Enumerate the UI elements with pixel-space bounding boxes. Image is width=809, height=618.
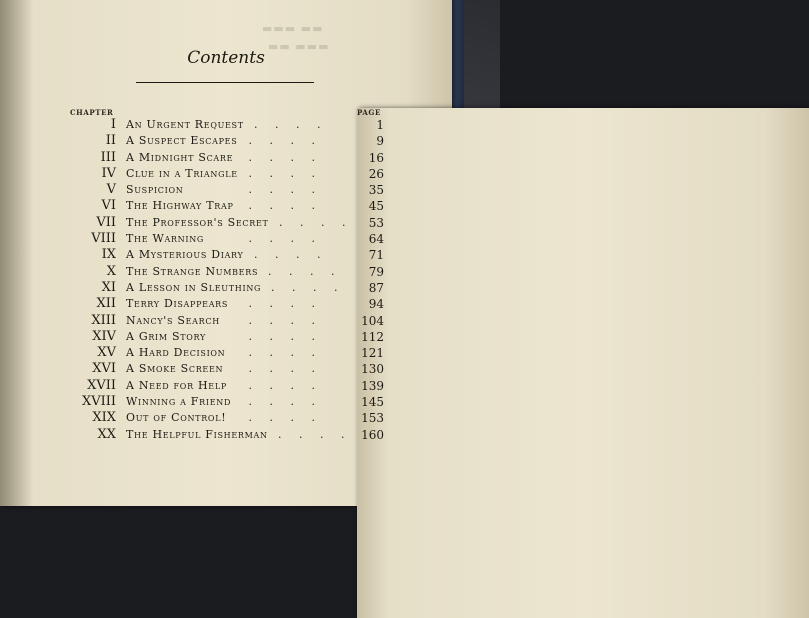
page-number: 45	[368, 199, 384, 214]
toc-entry	[60, 345, 400, 361]
toc-entry	[60, 117, 400, 133]
dot-leader: . . . .	[254, 248, 328, 262]
dot-leader: . . . .	[248, 183, 322, 197]
page-number: 94	[368, 297, 384, 312]
chapter-title: A Smoke Screen	[126, 362, 224, 376]
page-number: 139	[361, 378, 384, 393]
chapter-number: XIX	[92, 410, 116, 426]
chapter-title: Clue in a Triangle	[126, 166, 238, 180]
chapter-title: An Urgent Request	[126, 118, 244, 131]
chapter-title: The Strange Numbers	[126, 264, 259, 278]
chapter-title: A Need for Help	[126, 378, 227, 392]
contents-title: Contents	[187, 48, 265, 68]
bleed-through-text: ▬▬▬ ▬▬	[262, 22, 324, 35]
chapter-number: VII	[96, 214, 116, 230]
page-number: 104	[361, 313, 384, 328]
page-number: 153	[361, 411, 384, 426]
chapter-number: V	[106, 182, 116, 198]
toc-entry	[60, 427, 400, 443]
dot-leader: . . . .	[271, 280, 345, 294]
title-underline	[136, 82, 314, 83]
page-number: 160	[361, 427, 384, 442]
page-number: 53	[368, 215, 384, 230]
toc-entry	[60, 215, 400, 231]
page-number: 64	[368, 232, 384, 247]
page-number: 26	[368, 166, 384, 181]
book-page	[0, 0, 452, 506]
page-number: 79	[368, 264, 384, 279]
toc-entry	[60, 166, 400, 182]
toc-entry	[60, 198, 400, 214]
toc-entry	[60, 410, 400, 426]
dot-leader: . . . .	[248, 362, 322, 376]
toc-entry	[60, 280, 400, 296]
toc-entry	[60, 313, 400, 329]
toc-entry	[60, 133, 400, 149]
toc-entry	[60, 329, 400, 345]
page-number: 35	[368, 183, 384, 198]
page-number: 9	[376, 134, 384, 149]
chapter-title: The Warning	[126, 232, 205, 246]
page-number: 130	[361, 362, 384, 377]
toc-entry	[60, 394, 400, 410]
chapter-title: A Lesson in Sleuthing	[126, 280, 262, 294]
chapter-title: A Suspect Escapes	[126, 134, 238, 148]
page-number: 87	[368, 280, 384, 295]
page-gutter-shadow	[0, 0, 34, 506]
dot-leader: . . . .	[248, 150, 322, 164]
toc-entry	[60, 264, 400, 280]
chapter-number: XVIII	[81, 394, 116, 410]
page-number: 121	[361, 346, 384, 361]
toc-entry	[60, 247, 400, 263]
dot-leader: . . . .	[248, 346, 322, 360]
page-number: 112	[361, 329, 384, 344]
chapter-title: The Highway Trap	[126, 199, 234, 213]
chapter-number: II	[105, 133, 116, 149]
dot-leader: . . . .	[248, 166, 322, 180]
chapter-number: XVI	[92, 361, 116, 377]
toc-entry	[60, 231, 400, 247]
dot-leader: . . . .	[279, 215, 353, 229]
chapter-title: A Hard Decision	[126, 346, 226, 360]
chapter-number: IV	[101, 165, 116, 181]
toc-entry	[60, 296, 400, 312]
dot-leader: . . . .	[248, 297, 322, 311]
toc-entry	[60, 378, 400, 394]
chapter-title: A Mysterious Diary	[126, 248, 244, 262]
bleed-through-text: ▬▬ ▬▬▬	[268, 40, 330, 53]
toc-entry	[60, 182, 400, 198]
chapter-title: A Midnight Scare	[126, 150, 234, 164]
toc-entry	[60, 150, 400, 166]
chapter-column-header: CHAPTER	[70, 108, 114, 117]
page-number: 16	[368, 150, 384, 165]
chapter-title: Out of Control!	[126, 411, 227, 425]
dot-leader: . . . .	[248, 199, 322, 213]
dot-leader: . . . .	[248, 134, 322, 148]
chapter-number: IX	[101, 247, 116, 263]
chapter-title: Nancy's Search	[126, 313, 220, 327]
page-number: 71	[368, 248, 384, 263]
table-of-contents	[60, 117, 400, 443]
chapter-title: Suspicion	[126, 183, 184, 197]
chapter-number: XI	[101, 279, 116, 295]
page-column-header: PAGE	[357, 108, 809, 618]
chapter-number: I	[110, 117, 116, 132]
dot-leader: . . . .	[248, 378, 322, 392]
chapter-number: VI	[101, 198, 116, 214]
dot-leader: . . . .	[254, 118, 328, 131]
chapter-title: The Professor's Secret	[126, 215, 269, 229]
dot-leader: . . . .	[248, 411, 322, 425]
page-number: 145	[361, 395, 384, 410]
chapter-title: Winning a Friend	[126, 395, 232, 409]
dot-leader: . . . .	[268, 264, 342, 278]
chapter-title: The Helpful Fisherman	[126, 427, 268, 441]
chapter-number: XII	[96, 296, 116, 312]
chapter-number: X	[106, 263, 116, 279]
dot-leader: . . . .	[278, 427, 352, 441]
toc-entry	[60, 361, 400, 377]
chapter-number: XVII	[87, 377, 116, 393]
page-number: 1	[376, 118, 384, 132]
chapter-number: VIII	[91, 231, 116, 247]
chapter-number: XX	[97, 426, 116, 442]
dot-leader: . . . .	[248, 313, 322, 327]
chapter-number: XIV	[92, 328, 116, 344]
dot-leader: . . . .	[248, 329, 322, 343]
chapter-number: III	[100, 149, 116, 165]
chapter-number: XV	[97, 345, 116, 361]
dot-leader: . . . .	[248, 395, 322, 409]
chapter-title: Terry Disappears	[126, 297, 229, 311]
chapter-title: A Grim Story	[126, 329, 206, 343]
dot-leader: . . . .	[248, 232, 322, 246]
chapter-number: XIII	[91, 312, 116, 328]
